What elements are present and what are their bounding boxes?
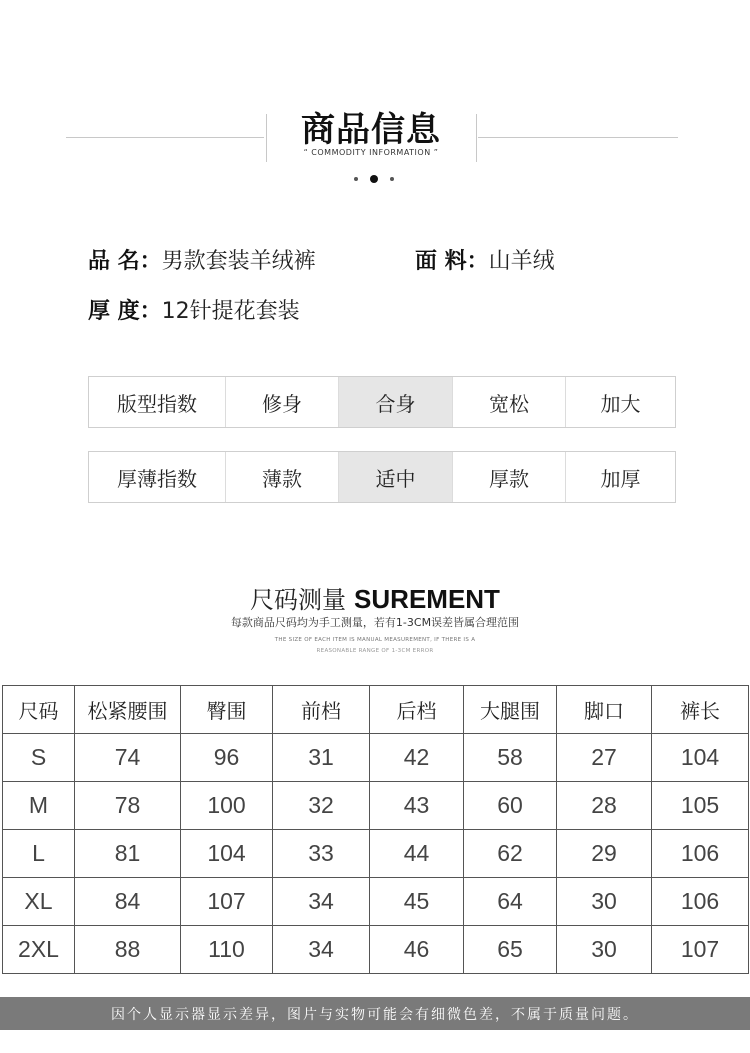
value-cell: 43 — [370, 782, 464, 830]
info-name-label: 品 名： — [88, 249, 162, 274]
value-cell: 33 — [273, 830, 370, 878]
value-cell: 42 — [370, 734, 464, 782]
size-note-en-2: REASONABLE RANGE OF 1-3CM ERROR — [316, 648, 434, 654]
header-bar-right — [476, 114, 477, 162]
value-cell: 64 — [464, 878, 557, 926]
value-cell: 106 — [652, 878, 749, 926]
table-row — [3, 926, 749, 974]
info-name-value: 男款套装羊绒裤 — [161, 249, 316, 274]
header-cell-thigh: 大腿围 — [464, 686, 557, 734]
value-cell: 107 — [181, 878, 273, 926]
value-cell: 100 — [181, 782, 273, 830]
info-thickness-label: 厚 度： — [88, 299, 162, 324]
thickness-option-extra-thick: 加厚 — [565, 452, 675, 502]
table-row — [3, 782, 749, 830]
disclaimer-footer — [0, 997, 750, 1030]
header-cell-waist: 松紧腰围 — [75, 686, 181, 734]
value-cell: 29 — [557, 830, 652, 878]
fit-option-regular: 合身 — [338, 377, 452, 427]
value-cell: 104 — [181, 830, 273, 878]
value-cell: 62 — [464, 830, 557, 878]
header-line-left — [66, 137, 264, 138]
header-cell-length: 裤长 — [652, 686, 749, 734]
header-cell-hem: 脚口 — [557, 686, 652, 734]
fit-option-plus: 加大 — [565, 377, 675, 427]
size-cell: 2XL — [3, 926, 75, 974]
header-cell-front-rise: 前档 — [273, 686, 370, 734]
value-cell: 88 — [75, 926, 181, 974]
fit-option-loose: 宽松 — [452, 377, 565, 427]
dot-icon — [390, 177, 394, 181]
dot-active-icon — [370, 175, 378, 183]
value-cell: 65 — [464, 926, 557, 974]
size-cell: XL — [3, 878, 75, 926]
info-fabric-label: 面 料： — [415, 249, 489, 274]
size-note-en-1: THE SIZE OF EACH ITEM IS MANUAL MEASUREMENT, IF THERE IS A — [274, 637, 476, 643]
value-cell: 74 — [75, 734, 181, 782]
value-cell: 28 — [557, 782, 652, 830]
value-cell: 34 — [273, 878, 370, 926]
info-fabric-value: 山羊绒 — [488, 249, 555, 274]
value-cell: 27 — [557, 734, 652, 782]
size-title-en: SUREMENT — [354, 584, 500, 614]
table-row — [3, 734, 749, 782]
info-fabric — [415, 244, 555, 275]
value-cell: 34 — [273, 926, 370, 974]
value-cell: 110 — [181, 926, 273, 974]
value-cell: 78 — [75, 782, 181, 830]
size-table-header-row — [3, 686, 749, 734]
info-thickness-value: 12针提花套装 — [161, 299, 300, 324]
header-cell-back-rise: 后档 — [370, 686, 464, 734]
value-cell: 81 — [75, 830, 181, 878]
value-cell: 58 — [464, 734, 557, 782]
size-cell: L — [3, 830, 75, 878]
value-cell: 46 — [370, 926, 464, 974]
value-cell: 30 — [557, 926, 652, 974]
size-cell: M — [3, 782, 75, 830]
fit-index-label: 版型指数 — [117, 391, 197, 416]
thickness-option-thick: 厚款 — [452, 452, 565, 502]
info-name — [88, 244, 316, 275]
dot-indicator — [350, 174, 400, 184]
size-table — [2, 685, 749, 974]
fit-option-slim: 修身 — [225, 377, 338, 427]
size-cell: S — [3, 734, 75, 782]
value-cell: 44 — [370, 830, 464, 878]
thickness-option-medium: 适中 — [338, 452, 452, 502]
size-section-title — [0, 580, 750, 615]
header-cell-hip: 臀围 — [181, 686, 273, 734]
disclaimer-text: 因个人显示器显示差异，图片与实物可能会有细微色差，不属于质量问题。 — [111, 1006, 639, 1023]
header-cell-size: 尺码 — [3, 686, 75, 734]
value-cell: 96 — [181, 734, 273, 782]
value-cell: 107 — [652, 926, 749, 974]
value-cell: 84 — [75, 878, 181, 926]
size-note: 每款商品尺码均为手工测量，若有1-3CM误差皆属合理范围 — [230, 616, 520, 629]
size-title-cn: 尺码测量 — [250, 586, 347, 614]
page-title: 商品信息 — [301, 110, 441, 150]
fit-index-row — [88, 376, 676, 428]
info-thickness — [88, 294, 300, 325]
value-cell: 31 — [273, 734, 370, 782]
value-cell: 104 — [652, 734, 749, 782]
table-row — [3, 878, 749, 926]
value-cell: 32 — [273, 782, 370, 830]
value-cell: 60 — [464, 782, 557, 830]
header-line-right — [478, 137, 678, 138]
page-subtitle: “ COMMODITY INFORMATION ” — [303, 148, 439, 157]
value-cell: 45 — [370, 878, 464, 926]
dot-icon — [354, 177, 358, 181]
thickness-index-label: 厚薄指数 — [117, 466, 197, 491]
value-cell: 30 — [557, 878, 652, 926]
table-row — [3, 830, 749, 878]
value-cell: 105 — [652, 782, 749, 830]
thickness-option-thin: 薄款 — [225, 452, 338, 502]
thickness-index-row — [88, 451, 676, 503]
value-cell: 106 — [652, 830, 749, 878]
